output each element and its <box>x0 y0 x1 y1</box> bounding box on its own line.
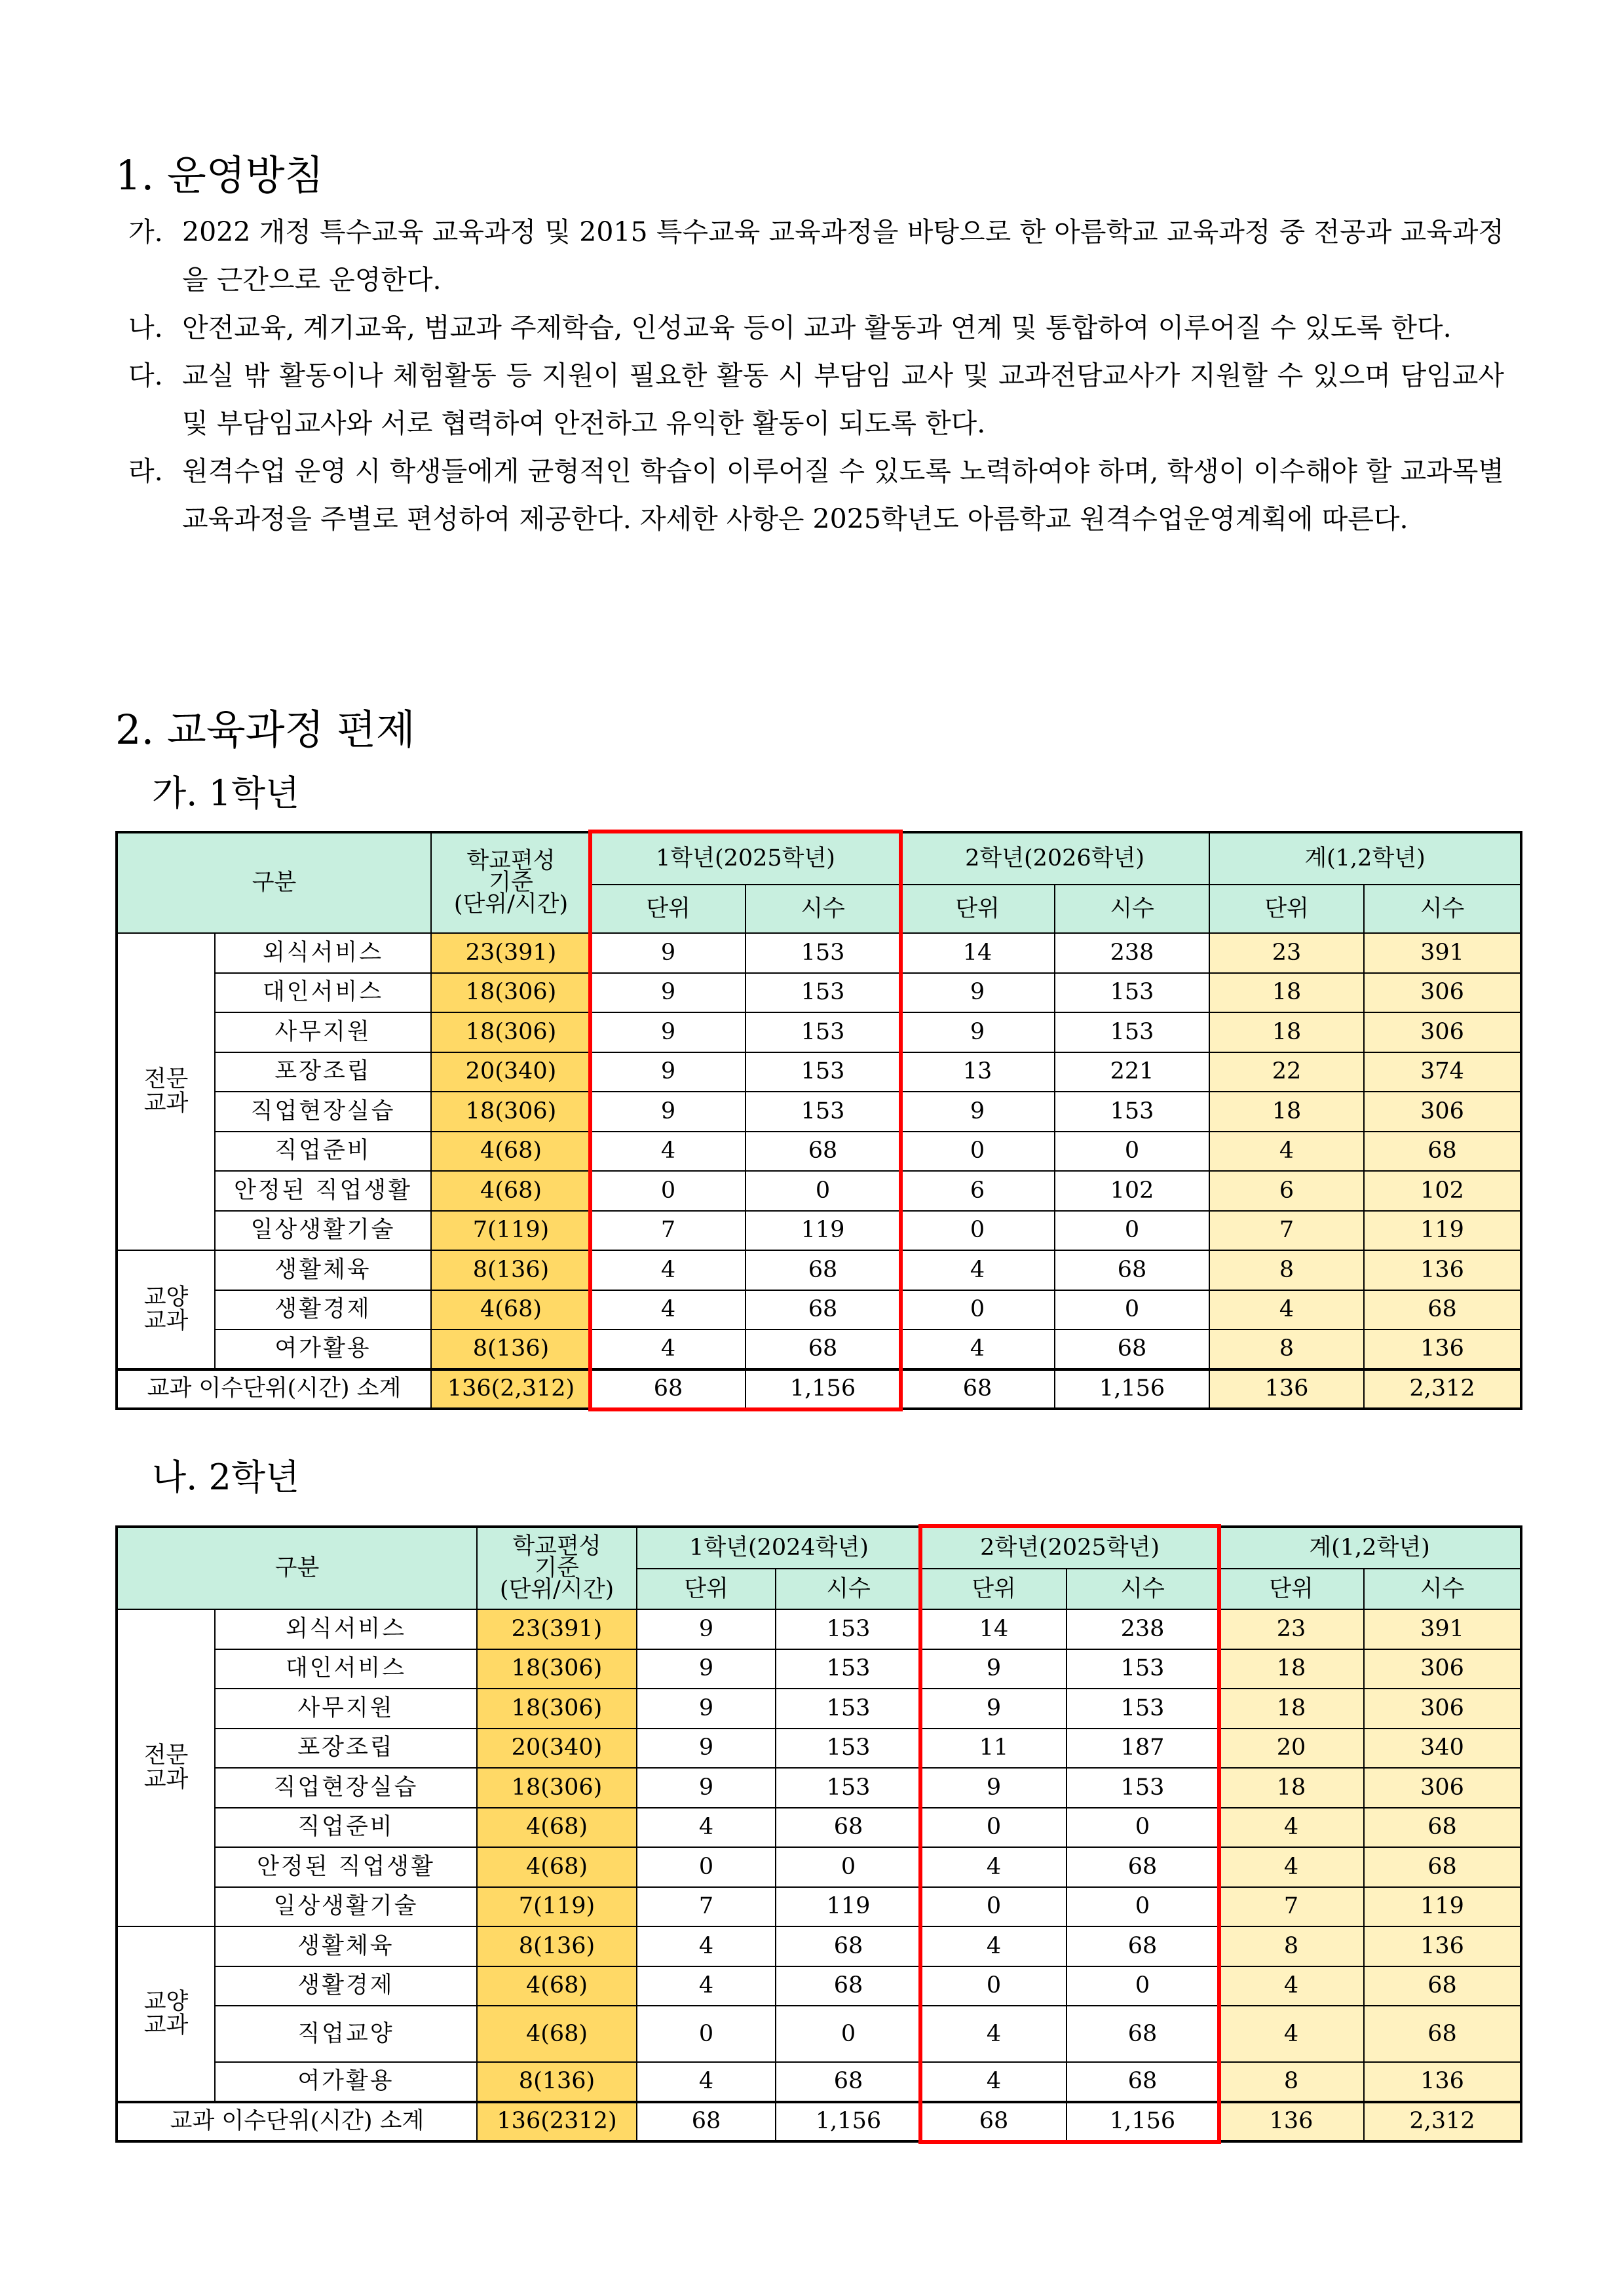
header-year-2: 2학년(2026학년) <box>900 832 1209 885</box>
table-row <box>117 1211 1521 1251</box>
subtotal-value: 68 <box>637 2102 776 2142</box>
year1-hours-cell: 68 <box>776 2062 921 2102</box>
year2-unit-cell: 4 <box>921 2006 1067 2062</box>
year1-unit-cell: 4 <box>637 1926 776 1966</box>
total-unit-cell: 18 <box>1209 1012 1364 1052</box>
year1-unit-cell: 9 <box>591 973 746 1013</box>
year2-hours-cell: 0 <box>1067 1808 1218 1848</box>
header-year-1: 1학년(2025학년) <box>591 832 900 885</box>
table-row <box>117 1649 1521 1689</box>
total-unit-cell: 8 <box>1218 2062 1364 2102</box>
header-row <box>117 832 1521 885</box>
subject-cell: 생활체육 <box>215 1926 477 1966</box>
header-total: 계(1,2학년) <box>1218 1527 1521 1569</box>
year2-hours-cell: 68 <box>1055 1250 1209 1290</box>
table-row <box>117 1729 1521 1769</box>
year2-unit-cell: 11 <box>921 1729 1067 1769</box>
subject-cell: 직업현장실습 <box>215 1092 431 1132</box>
table-row <box>117 933 1521 973</box>
subtotal-standard: 136(2,312) <box>431 1369 591 1409</box>
subject-cell: 사무지원 <box>215 1012 431 1052</box>
table-row <box>117 1966 1521 2006</box>
total-unit-cell: 18 <box>1209 973 1364 1013</box>
total-hours-cell: 102 <box>1364 1171 1521 1211</box>
subtotal-standard: 136(2312) <box>477 2102 637 2142</box>
year1-unit-cell: 4 <box>637 1808 776 1848</box>
standard-cell: 20(340) <box>431 1052 591 1092</box>
total-unit-cell: 18 <box>1209 1092 1364 1132</box>
total-unit-cell: 23 <box>1209 933 1364 973</box>
subject-cell: 직업현장실습 <box>215 1768 477 1808</box>
header-total: 계(1,2학년) <box>1209 832 1521 885</box>
year2-hours-cell: 0 <box>1055 1211 1209 1251</box>
total-hours-cell: 391 <box>1364 933 1521 973</box>
curriculum-table-grade-2 <box>115 1525 1522 2143</box>
year1-unit-cell: 9 <box>637 1768 776 1808</box>
year2-unit-cell: 0 <box>921 1808 1067 1848</box>
subject-cell: 사무지원 <box>215 1689 477 1729</box>
subtotal-row <box>117 2102 1521 2142</box>
year2-hours-cell: 238 <box>1055 933 1209 973</box>
header-standard-line: (단위/시간) <box>499 1577 614 1603</box>
year1-hours-cell: 153 <box>776 1609 921 1649</box>
year1-hours-cell: 153 <box>746 933 900 973</box>
subject-cell: 여가활용 <box>215 1330 431 1369</box>
total-unit-cell: 4 <box>1218 1808 1364 1848</box>
header-hours: 시수 <box>1364 1569 1521 1609</box>
total-unit-cell: 18 <box>1218 1649 1364 1689</box>
year1-hours-cell: 68 <box>746 1330 900 1369</box>
header-hours: 시수 <box>1067 1569 1218 1609</box>
subject-cell: 일상생활기술 <box>215 1211 431 1251</box>
table-row <box>117 1768 1521 1808</box>
item-marker: 가. <box>128 216 163 248</box>
total-unit-cell: 4 <box>1218 2006 1364 2062</box>
subtotal-row <box>117 1369 1521 1409</box>
total-hours-cell: 68 <box>1364 2006 1521 2062</box>
year1-unit-cell: 4 <box>637 2062 776 2102</box>
year2-unit-cell: 9 <box>921 1649 1067 1689</box>
header-standard-line: (단위/시간) <box>453 891 569 918</box>
total-unit-cell: 8 <box>1209 1250 1364 1290</box>
total-hours-cell: 68 <box>1364 1290 1521 1330</box>
year1-hours-cell: 68 <box>776 1966 921 2006</box>
total-unit-cell: 4 <box>1209 1290 1364 1330</box>
standard-cell: 8(136) <box>431 1250 591 1290</box>
year1-hours-cell: 0 <box>776 2006 921 2062</box>
year1-hours-cell: 153 <box>776 1649 921 1689</box>
table-row <box>117 1330 1521 1369</box>
year2-unit-cell: 9 <box>900 1092 1055 1132</box>
total-hours-cell: 340 <box>1364 1729 1521 1769</box>
category-cell: 교양 교과 <box>117 1250 215 1369</box>
subject-cell: 포장조립 <box>215 1052 431 1092</box>
year2-hours-cell: 153 <box>1067 1768 1218 1808</box>
year2-hours-cell: 68 <box>1055 1330 1209 1369</box>
header-unit: 단위 <box>900 885 1055 933</box>
year2-hours-cell: 187 <box>1067 1729 1218 1769</box>
year2-hours-cell: 0 <box>1067 1966 1218 2006</box>
table-2-subtitle: 나. 2학년 <box>152 1457 300 1498</box>
year2-hours-cell: 221 <box>1055 1052 1209 1092</box>
year1-unit-cell: 4 <box>637 1966 776 2006</box>
total-hours-cell: 306 <box>1364 1012 1521 1052</box>
year1-unit-cell: 9 <box>637 1689 776 1729</box>
subject-cell: 외식서비스 <box>215 933 431 973</box>
header-row <box>117 1527 1521 1569</box>
year1-unit-cell: 7 <box>591 1211 746 1251</box>
standard-cell: 18(306) <box>477 1768 637 1808</box>
year1-unit-cell: 0 <box>591 1171 746 1211</box>
standard-cell: 18(306) <box>477 1649 637 1689</box>
total-hours-cell: 306 <box>1364 1768 1521 1808</box>
total-unit-cell: 7 <box>1209 1211 1364 1251</box>
year1-hours-cell: 0 <box>746 1171 900 1211</box>
total-hours-cell: 374 <box>1364 1052 1521 1092</box>
subject-cell: 생활체육 <box>215 1250 431 1290</box>
header-standard-line: 기준 <box>489 869 533 896</box>
header-unit: 단위 <box>1218 1569 1364 1609</box>
curriculum-table-grade-1 <box>115 831 1522 1410</box>
year1-unit-cell: 0 <box>637 1847 776 1887</box>
table-row <box>117 1171 1521 1211</box>
year2-unit-cell: 0 <box>921 1887 1067 1927</box>
table-row <box>117 1250 1521 1290</box>
total-unit-cell: 6 <box>1209 1171 1364 1211</box>
total-unit-cell: 22 <box>1209 1052 1364 1092</box>
standard-cell: 23(391) <box>431 933 591 973</box>
table-row <box>117 1689 1521 1729</box>
year2-unit-cell: 4 <box>921 1926 1067 1966</box>
header-standard-line: 학교편성 <box>466 847 556 874</box>
item-marker: 다. <box>128 360 163 391</box>
year1-unit-cell: 4 <box>591 1330 746 1369</box>
total-unit-cell: 4 <box>1218 1966 1364 2006</box>
subtotal-value: 136 <box>1209 1369 1364 1409</box>
year1-hours-cell: 119 <box>746 1211 900 1251</box>
section-1-title: 1. 운영방침 <box>115 151 324 199</box>
total-hours-cell: 68 <box>1364 1132 1521 1172</box>
standard-cell: 4(68) <box>431 1290 591 1330</box>
standard-cell: 23(391) <box>477 1609 637 1649</box>
standard-cell: 4(68) <box>477 2006 637 2062</box>
year2-hours-cell: 153 <box>1067 1649 1218 1689</box>
total-hours-cell: 306 <box>1364 973 1521 1013</box>
year2-hours-cell: 68 <box>1067 2006 1218 2062</box>
subtotal-value: 68 <box>900 1369 1055 1409</box>
total-unit-cell: 7 <box>1218 1887 1364 1927</box>
year1-unit-cell: 0 <box>637 2006 776 2062</box>
standard-cell: 18(306) <box>477 1689 637 1729</box>
year2-unit-cell: 14 <box>900 933 1055 973</box>
header-hours: 시수 <box>746 885 900 933</box>
table-row <box>117 1847 1521 1887</box>
item-marker: 나. <box>128 312 163 343</box>
year2-unit-cell: 4 <box>921 2062 1067 2102</box>
table-row <box>117 1092 1521 1132</box>
subtotal-value: 1,156 <box>1067 2102 1218 2142</box>
table-1-subtitle: 가. 1학년 <box>152 773 300 814</box>
policy-item <box>128 352 1504 448</box>
subject-cell: 일상생활기술 <box>215 1887 477 1927</box>
year2-unit-cell: 9 <box>900 1012 1055 1052</box>
table-row <box>117 973 1521 1013</box>
total-hours-cell: 306 <box>1364 1649 1521 1689</box>
header-year-1: 1학년(2024학년) <box>637 1527 921 1569</box>
year2-hours-cell: 153 <box>1067 1689 1218 1729</box>
header-hours: 시수 <box>1364 885 1521 933</box>
table-row <box>117 1808 1521 1848</box>
year2-unit-cell: 0 <box>900 1211 1055 1251</box>
table-row <box>117 1887 1521 1927</box>
year2-unit-cell: 6 <box>900 1171 1055 1211</box>
total-hours-cell: 391 <box>1364 1609 1521 1649</box>
year2-hours-cell: 153 <box>1055 973 1209 1013</box>
total-unit-cell: 4 <box>1209 1132 1364 1172</box>
subject-cell: 여가활용 <box>215 2062 477 2102</box>
table-row <box>117 1012 1521 1052</box>
header-gubun: 구분 <box>117 1527 477 1609</box>
subject-cell: 직업교양 <box>215 2006 477 2062</box>
year1-hours-cell: 68 <box>776 1808 921 1848</box>
year1-hours-cell: 153 <box>776 1768 921 1808</box>
header-unit: 단위 <box>637 1569 776 1609</box>
year2-hours-cell: 153 <box>1055 1012 1209 1052</box>
table-row <box>117 1609 1521 1649</box>
standard-cell: 4(68) <box>477 1847 637 1887</box>
header-unit: 단위 <box>591 885 746 933</box>
subject-cell: 포장조립 <box>215 1729 477 1769</box>
year2-unit-cell: 4 <box>921 1847 1067 1887</box>
year1-unit-cell: 9 <box>591 933 746 973</box>
subtotal-value: 1,156 <box>746 1369 900 1409</box>
standard-cell: 8(136) <box>431 1330 591 1369</box>
table-row <box>117 1132 1521 1172</box>
year1-hours-cell: 153 <box>776 1729 921 1769</box>
year2-hours-cell: 0 <box>1055 1132 1209 1172</box>
standard-cell: 4(68) <box>431 1132 591 1172</box>
subtotal-label: 교과 이수단위(시간) 소계 <box>117 2102 477 2142</box>
standard-cell: 4(68) <box>477 1966 637 2006</box>
year1-hours-cell: 68 <box>746 1250 900 1290</box>
year2-hours-cell: 68 <box>1067 1847 1218 1887</box>
policy-item <box>128 304 1504 352</box>
total-hours-cell: 136 <box>1364 2062 1521 2102</box>
table-row <box>117 1052 1521 1092</box>
year1-unit-cell: 9 <box>637 1729 776 1769</box>
item-marker: 라. <box>128 455 163 487</box>
total-hours-cell: 119 <box>1364 1887 1521 1927</box>
year1-unit-cell: 4 <box>591 1290 746 1330</box>
year2-unit-cell: 0 <box>900 1132 1055 1172</box>
standard-cell: 18(306) <box>431 1092 591 1132</box>
policy-list <box>128 208 1504 543</box>
item-text: 교실 밖 활동이나 체험활동 등 지원이 필요한 활동 시 부담임 교사 및 교과전담교사가 지원할 수 있으며 담임교사 및 부담임교사와 서로 협력하여 안전하고 유익한 활동이 되도록 한다. <box>182 360 1504 439</box>
header-school-standard <box>431 832 591 933</box>
year1-hours-cell: 68 <box>746 1290 900 1330</box>
standard-cell: 8(136) <box>477 1926 637 1966</box>
year2-hours-cell: 153 <box>1055 1092 1209 1132</box>
year2-hours-cell: 238 <box>1067 1609 1218 1649</box>
total-hours-cell: 68 <box>1364 1966 1521 2006</box>
subtotal-value: 1,156 <box>776 2102 921 2142</box>
year2-unit-cell: 4 <box>900 1330 1055 1369</box>
year2-unit-cell: 9 <box>900 973 1055 1013</box>
year2-hours-cell: 102 <box>1055 1171 1209 1211</box>
category-cell: 전문 교과 <box>117 933 215 1250</box>
standard-cell: 7(119) <box>431 1211 591 1251</box>
subtotal-value: 2,312 <box>1364 2102 1521 2142</box>
year2-unit-cell: 0 <box>921 1966 1067 2006</box>
standard-cell: 8(136) <box>477 2062 637 2102</box>
total-hours-cell: 119 <box>1364 1211 1521 1251</box>
year1-unit-cell: 9 <box>591 1092 746 1132</box>
item-text: 원격수업 운영 시 학생들에게 균형적인 학습이 이루어질 수 있도록 노력하여야 하며, 학생이 이수해야 할 교과목별 교육과정을 주별로 편성하여 제공한다. 자세한 사항은 2025학년도 아름학교 원격수업운영계획에 따른다. <box>182 455 1504 535</box>
subject-cell: 외식서비스 <box>215 1609 477 1649</box>
item-text: 2022 개정 특수교육 교육과정 및 2015 특수교육 교육과정을 바탕으로 한 아름학교 교육과정 중 전공과 교육과정을 근간으로 운영한다. <box>182 216 1504 296</box>
table-row <box>117 2006 1521 2062</box>
subject-cell: 안정된 직업생활 <box>215 1171 431 1211</box>
total-unit-cell: 18 <box>1218 1768 1364 1808</box>
total-unit-cell: 23 <box>1218 1609 1364 1649</box>
subtotal-value: 136 <box>1218 2102 1364 2142</box>
table-row <box>117 1290 1521 1330</box>
year2-unit-cell: 0 <box>900 1290 1055 1330</box>
year1-hours-cell: 153 <box>776 1689 921 1729</box>
total-unit-cell: 8 <box>1218 1926 1364 1966</box>
year2-unit-cell: 14 <box>921 1609 1067 1649</box>
year1-hours-cell: 68 <box>746 1132 900 1172</box>
year1-unit-cell: 9 <box>591 1012 746 1052</box>
year2-hours-cell: 68 <box>1067 1926 1218 1966</box>
header-hours: 시수 <box>1055 885 1209 933</box>
category-cell: 전문 교과 <box>117 1609 215 1926</box>
item-text: 안전교육, 계기교육, 범교과 주제학습, 인성교육 등이 교과 활동과 연계 및 통합하여 이루어질 수 있도록 한다. <box>182 312 1452 343</box>
subject-cell: 대인서비스 <box>215 973 431 1013</box>
year2-hours-cell: 0 <box>1067 1887 1218 1927</box>
year2-unit-cell: 9 <box>921 1768 1067 1808</box>
year1-hours-cell: 68 <box>776 1926 921 1966</box>
category-cell: 교양 교과 <box>117 1926 215 2102</box>
year2-unit-cell: 4 <box>900 1250 1055 1290</box>
policy-item <box>128 448 1504 543</box>
standard-cell: 4(68) <box>477 1808 637 1848</box>
year1-hours-cell: 0 <box>776 1847 921 1887</box>
header-year-2: 2학년(2025학년) <box>921 1527 1218 1569</box>
year2-hours-cell: 68 <box>1067 2062 1218 2102</box>
subject-cell: 직업준비 <box>215 1132 431 1172</box>
year1-unit-cell: 9 <box>591 1052 746 1092</box>
subject-cell: 생활경제 <box>215 1966 477 2006</box>
header-standard-line: 학교편성 <box>512 1533 601 1559</box>
total-hours-cell: 136 <box>1364 1926 1521 1966</box>
header-hours: 시수 <box>776 1569 921 1609</box>
total-unit-cell: 8 <box>1209 1330 1364 1369</box>
subject-cell: 생활경제 <box>215 1290 431 1330</box>
total-hours-cell: 136 <box>1364 1330 1521 1369</box>
year1-hours-cell: 153 <box>746 973 900 1013</box>
subtotal-value: 2,312 <box>1364 1369 1521 1409</box>
year1-unit-cell: 4 <box>591 1132 746 1172</box>
year1-hours-cell: 119 <box>776 1887 921 1927</box>
section-2-title: 2. 교육과정 편제 <box>115 706 415 754</box>
table-row <box>117 1926 1521 1966</box>
year1-hours-cell: 153 <box>746 1092 900 1132</box>
header-school-standard <box>477 1527 637 1609</box>
subtotal-value: 1,156 <box>1055 1369 1209 1409</box>
standard-cell: 7(119) <box>477 1887 637 1927</box>
year1-unit-cell: 9 <box>637 1649 776 1689</box>
header-standard-line: 기준 <box>535 1554 579 1581</box>
total-unit-cell: 20 <box>1218 1729 1364 1769</box>
header-gubun: 구분 <box>117 832 431 933</box>
total-hours-cell: 306 <box>1364 1092 1521 1132</box>
year1-hours-cell: 153 <box>746 1012 900 1052</box>
subtotal-label: 교과 이수단위(시간) 소계 <box>117 1369 431 1409</box>
year1-unit-cell: 9 <box>637 1609 776 1649</box>
total-unit-cell: 4 <box>1218 1847 1364 1887</box>
standard-cell: 18(306) <box>431 1012 591 1052</box>
standard-cell: 18(306) <box>431 973 591 1013</box>
year2-unit-cell: 13 <box>900 1052 1055 1092</box>
total-hours-cell: 136 <box>1364 1250 1521 1290</box>
table-row <box>117 2062 1521 2102</box>
standard-cell: 4(68) <box>431 1171 591 1211</box>
total-hours-cell: 68 <box>1364 1808 1521 1848</box>
year1-unit-cell: 7 <box>637 1887 776 1927</box>
subject-cell: 대인서비스 <box>215 1649 477 1689</box>
header-unit: 단위 <box>1209 885 1364 933</box>
subject-cell: 직업준비 <box>215 1808 477 1848</box>
subject-cell: 안정된 직업생활 <box>215 1847 477 1887</box>
policy-item <box>128 208 1504 304</box>
total-unit-cell: 18 <box>1218 1689 1364 1729</box>
total-hours-cell: 68 <box>1364 1847 1521 1887</box>
standard-cell: 20(340) <box>477 1729 637 1769</box>
total-hours-cell: 306 <box>1364 1689 1521 1729</box>
year1-hours-cell: 153 <box>746 1052 900 1092</box>
subtotal-value: 68 <box>921 2102 1067 2142</box>
year2-hours-cell: 0 <box>1055 1290 1209 1330</box>
year2-unit-cell: 9 <box>921 1689 1067 1729</box>
year1-unit-cell: 4 <box>591 1250 746 1290</box>
subtotal-value: 68 <box>591 1369 746 1409</box>
header-unit: 단위 <box>921 1569 1067 1609</box>
